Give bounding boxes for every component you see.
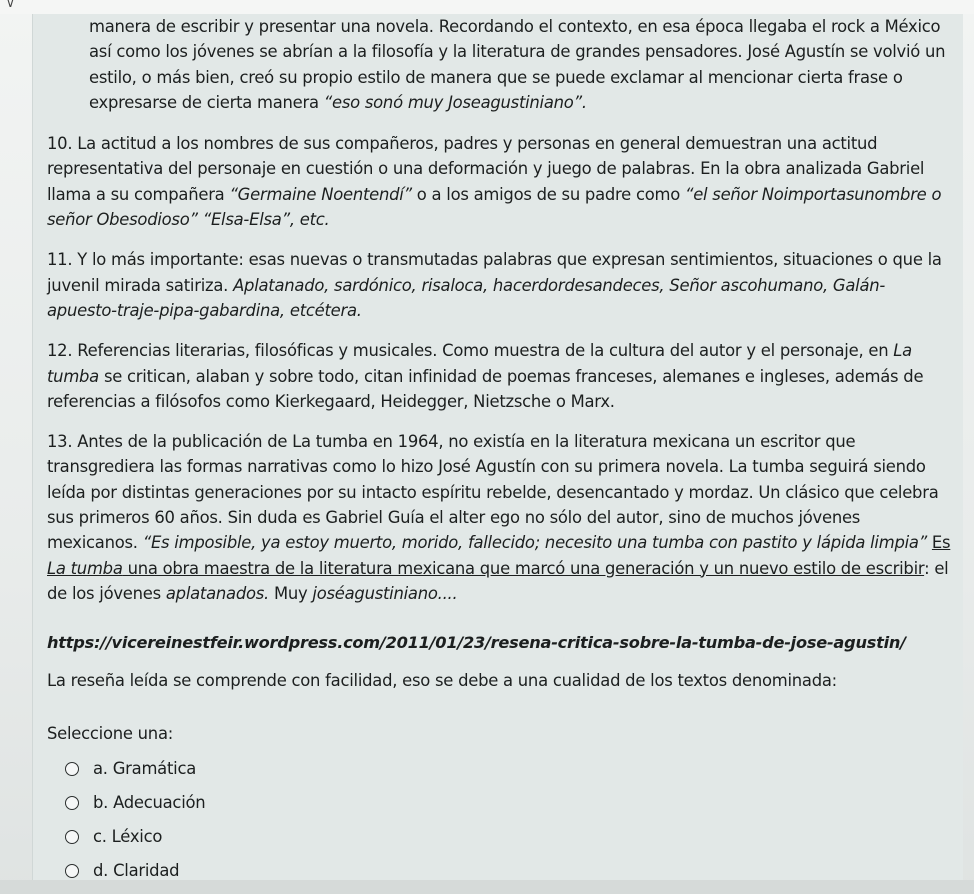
point-13-underlined-1: Es	[931, 533, 951, 553]
point-13-underlined-2: una obra maestra de la literatura mexicana que marcó una generación y un nuevo estilo de escribir	[122, 558, 925, 578]
chevron-down-icon: ∨	[6, 0, 15, 10]
option-a[interactable]	[47, 752, 951, 786]
option-c-label[interactable]: c. Léxico	[93, 827, 163, 847]
option-b[interactable]	[47, 786, 951, 820]
point-13-quote: “Es imposible, ya estoy muerto, morido, fallecido; necesito una tumba con pastito y lápida limpia”	[142, 533, 927, 553]
question-panel	[32, 14, 963, 880]
radio-button-a[interactable]	[65, 762, 79, 776]
point-13-tail-2: Muy	[269, 583, 313, 603]
passage-point-11	[47, 247, 951, 323]
source-url: https://vicereinestfeir.wordpress.com/2011/01/23/resena-critica-sobre-la-tumba-de-jose-agustin/	[47, 633, 906, 653]
bottom-edge	[0, 880, 974, 894]
radio-button-d[interactable]	[65, 864, 79, 878]
question-text: La reseña leída se comprende con facilidad, eso se debe a una cualidad de los textos denominada:	[47, 670, 837, 690]
passage-point-12	[47, 338, 951, 414]
point-11-italic: Aplatanado, sardónico, risaloca, hacerdordesandeces, Señor ascohumano, Galán-apuesto-traje-pipa-gabardina, etcétera.	[47, 275, 886, 320]
point-10-quote-2: “el señor Noimportasunombre o señor Obesodioso” “Elsa-Elsa”, etc.	[47, 184, 942, 230]
point-13-tail-italic-1: aplatanados.	[165, 583, 270, 603]
option-b-label[interactable]: b. Adecuación	[93, 793, 206, 813]
point-10-text: 10. La actitud a los nombres de sus compañeros, padres y personas en general demuestran una actitud representativa del personaje en cuestión o una deformación y juego de palabras. En la obra analizada Gabriel llama a su compañera	[47, 134, 925, 204]
question-content	[47, 14, 951, 888]
top-strip	[0, 0, 974, 14]
passage-point-13	[47, 429, 951, 606]
point-13-underlined-italic: La tumba	[47, 558, 123, 578]
point-10-quote-1: “Germaine Noentendí”	[229, 184, 412, 204]
passage-intro	[47, 14, 951, 115]
passage-point-10	[47, 131, 951, 232]
option-d-label[interactable]: d. Claridad	[93, 861, 180, 881]
point-13-text: 13. Antes de la publicación de La tumba en 1964, no existía en la literatura mexicana un escritor que transgrediera las formas narrativas como lo hizo José Agustín con su primera novela. La tumba seguirá siendo leída por distintas generaciones por su intacto espíritu rebelde, desencantado y mordaz. Un clásico que celebra sus primeros 60 años. Sin duda es Gabriel Guía el alter ego no sólo del autor, sino de muchos jóvenes mexicanos.	[47, 432, 939, 553]
radio-button-c[interactable]	[65, 830, 79, 844]
radio-button-b[interactable]	[65, 796, 79, 810]
point-13-tail: : el de los jóvenes	[47, 558, 949, 603]
point-12-text: 12. Referencias literarias, filosóficas y musicales. Como muestra de la cultura del autor y el personaje, en	[47, 341, 894, 361]
point-13-tail-italic-2: joséagustiniano....	[312, 583, 458, 603]
answer-options	[47, 752, 951, 888]
point-12-italic: La tumba	[47, 341, 912, 386]
point-12-rest: se critican, alaban y sobre todo, citan infinidad de poemas franceses, alemanes e ingleses, además de referencias a filósofos como Kierkegaard, Heidegger, Nietzsche o Marx.	[47, 366, 924, 411]
point-11-text: 11. Y lo más importante: esas nuevas o transmutadas palabras que expresan sentimientos, situaciones o que la juvenil mirada satiriza.	[47, 250, 942, 295]
point-10-mid: o a los amigos de su padre como	[411, 184, 685, 204]
intro-quote: “eso sonó muy Joseagustiniano”.	[323, 92, 587, 112]
select-label: Seleccione una:	[47, 723, 174, 743]
option-c[interactable]	[47, 820, 951, 854]
intro-text: manera de escribir y presentar una novela. Recordando el contexto, en esa época llegaba el rock a México así como los jóvenes se abrían a la filosofía y la literatura de grandes pensadores. José Agustín se volvió un estilo, o más bien, creó su propio estilo de manera que se puede exclamar al mencionar cierta frase o expresarse de cierta manera	[89, 17, 946, 112]
option-a-label[interactable]: a. Gramática	[93, 759, 196, 779]
